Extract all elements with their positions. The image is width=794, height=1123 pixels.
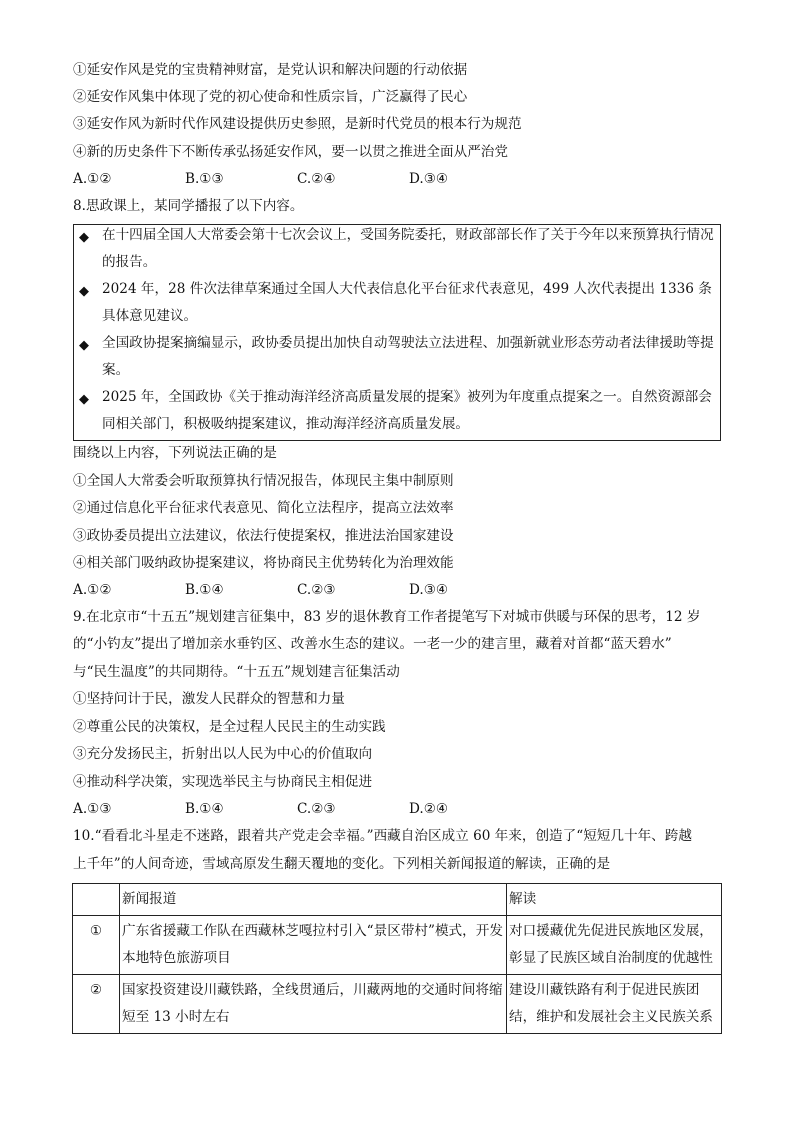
q7-statement-3: ③延安作风为新时代作风建设提供历史参照，是新时代党员的根本行为规范 [73, 116, 522, 132]
q7-option-d: D.③④ [409, 171, 449, 187]
q9-option-c: C.②③ [297, 801, 336, 817]
table-row [73, 975, 722, 1034]
q9-option-b: B.①④ [185, 801, 224, 817]
diamond-bullet-icon: ◆ [79, 392, 89, 407]
q9-statement-1: ①坚持问计于民，激发人民群众的智慧和力量 [73, 691, 345, 707]
q8-box-item-text: 在十四届全国人大常委会第十七次会议上，受国务院委托，财政部部长作了关于今年以来预算执行情况的报告。 [102, 227, 714, 270]
q8-statement-1: ①全国人大常委会听取预算执行情况报告，体现民主集中制原则 [73, 473, 454, 489]
q8-option-b: B.①④ [185, 582, 224, 598]
diamond-bullet-icon: ◆ [79, 284, 89, 299]
q8-statement-4: ④相关部门吸纳政协提案建议，将协商民主优势转化为治理效能 [73, 555, 454, 571]
q7-statement-1: ①延安作风是党的宝贵精神财富，是党认识和解决问题的行动依据 [73, 62, 468, 78]
q8-option-a: A.①② [73, 582, 112, 598]
q8-stem: 8.思政课上，某同学播报了以下内容。 [73, 198, 304, 214]
table-cell-news: 国家投资建设川藏铁路，全线贯通后，川藏两地的交通时间将缩短至 13 小时左右 [120, 975, 507, 1034]
table-header-cell: 新闻报道 [120, 884, 507, 916]
q8-box-item-text: 2025 年，全国政协《关于推动海洋经济高质量发展的提案》被列为年度重点提案之一。自然资源部会同相关部门，积极吸纳提案建议，推动海洋经济高质量发展。 [102, 389, 712, 432]
table-cell-interpretation: 建设川藏铁路有利于促进民族团结，维护和发展社会主义民族关系 [507, 975, 722, 1034]
q9-statement-3: ③充分发扬民主，折射出以人民为中心的价值取向 [73, 746, 373, 762]
table-cell-index: ② [73, 975, 120, 1034]
table-cell-news: 广东省援藏工作队在西藏林芝嘎拉村引入“景区带村”模式，开发本地特色旅游项目 [120, 916, 507, 975]
q7-option-c: C.②④ [297, 171, 336, 187]
q8-box-item-text: 2024 年，28 件次法律草案通过全国人大代表信息化平台征求代表意见，499 人次代表提出 1336 条具体意见建议。 [102, 281, 712, 324]
q8-box-item-text: 全国政协提案摘编显示，政协委员提出加快自动驾驶法立法进程、加强新就业形态劳动者法律援助等提案。 [102, 335, 714, 378]
q7-option-b: B.①③ [185, 171, 224, 187]
q7-option-a: A.①② [73, 171, 112, 187]
q9-option-d: D.②④ [409, 801, 449, 817]
table-cell-index: ① [73, 916, 120, 975]
q10-stem-line-1: 10.“看看北斗星走不迷路，跟着共产党走会幸福。”西藏自治区成立 60 年来，创造了“短短几十年、跨越 [73, 828, 692, 844]
q9-stem-line-1: 9.在北京市“十五五”规划建言征集中，83 岁的退休教育工作者提笔写下对城市供暖与环保的思考，12 岁 [73, 609, 701, 625]
q8-option-d: D.③④ [409, 582, 449, 598]
q10-stem-line-2: 上千年”的人间奇迹，雪域高原发生翻天覆地的变化。下列相关新闻报道的解读，正确的是 [73, 856, 611, 872]
q9-statement-4: ④推动科学决策，实现选举民主与协商民主相促进 [73, 774, 373, 790]
diamond-bullet-icon: ◆ [79, 338, 89, 353]
table-cell-interpretation: 对口援藏优先促进民族地区发展，彰显了民族区域自治制度的优越性 [507, 916, 722, 975]
table-row [73, 916, 722, 975]
q8-statement-3: ③政协委员提出立法建议，依法行使提案权，推进法治国家建设 [73, 528, 454, 544]
q7-statement-2: ②延安作风集中体现了党的初心使命和性质宗旨，广泛赢得了民心 [73, 89, 468, 105]
table-header-cell: 解读 [507, 884, 722, 916]
q8-statement-2: ②通过信息化平台征求代表意见、简化立法程序，提高立法效率 [73, 500, 454, 516]
q8-option-c: C.②③ [297, 582, 336, 598]
q10-news-table [72, 883, 722, 1034]
table-header-row [73, 884, 722, 916]
q9-statement-2: ②尊重公民的决策权，是全过程人民民主的生动实践 [73, 719, 386, 735]
q7-statement-4: ④新的历史条件下不断传承弘扬延安作风，要一以贯之推进全面从严治党 [73, 144, 508, 160]
q9-option-a: A.①③ [73, 801, 112, 817]
q9-stem-line-3: 与“民生温度”的共同期待。“十五五”规划建言征集活动 [73, 664, 400, 680]
table-header-cell [73, 884, 120, 916]
diamond-bullet-icon: ◆ [79, 230, 89, 245]
q8-news-box [73, 224, 721, 441]
q9-stem-line-2: 的“小钓友”提出了增加亲水垂钓区、改善水生态的建议。一老一少的建言里，藏着对首都“蓝天碧水” [73, 636, 672, 652]
q8-question: 围绕以上内容，下列说法正确的是 [73, 445, 277, 461]
